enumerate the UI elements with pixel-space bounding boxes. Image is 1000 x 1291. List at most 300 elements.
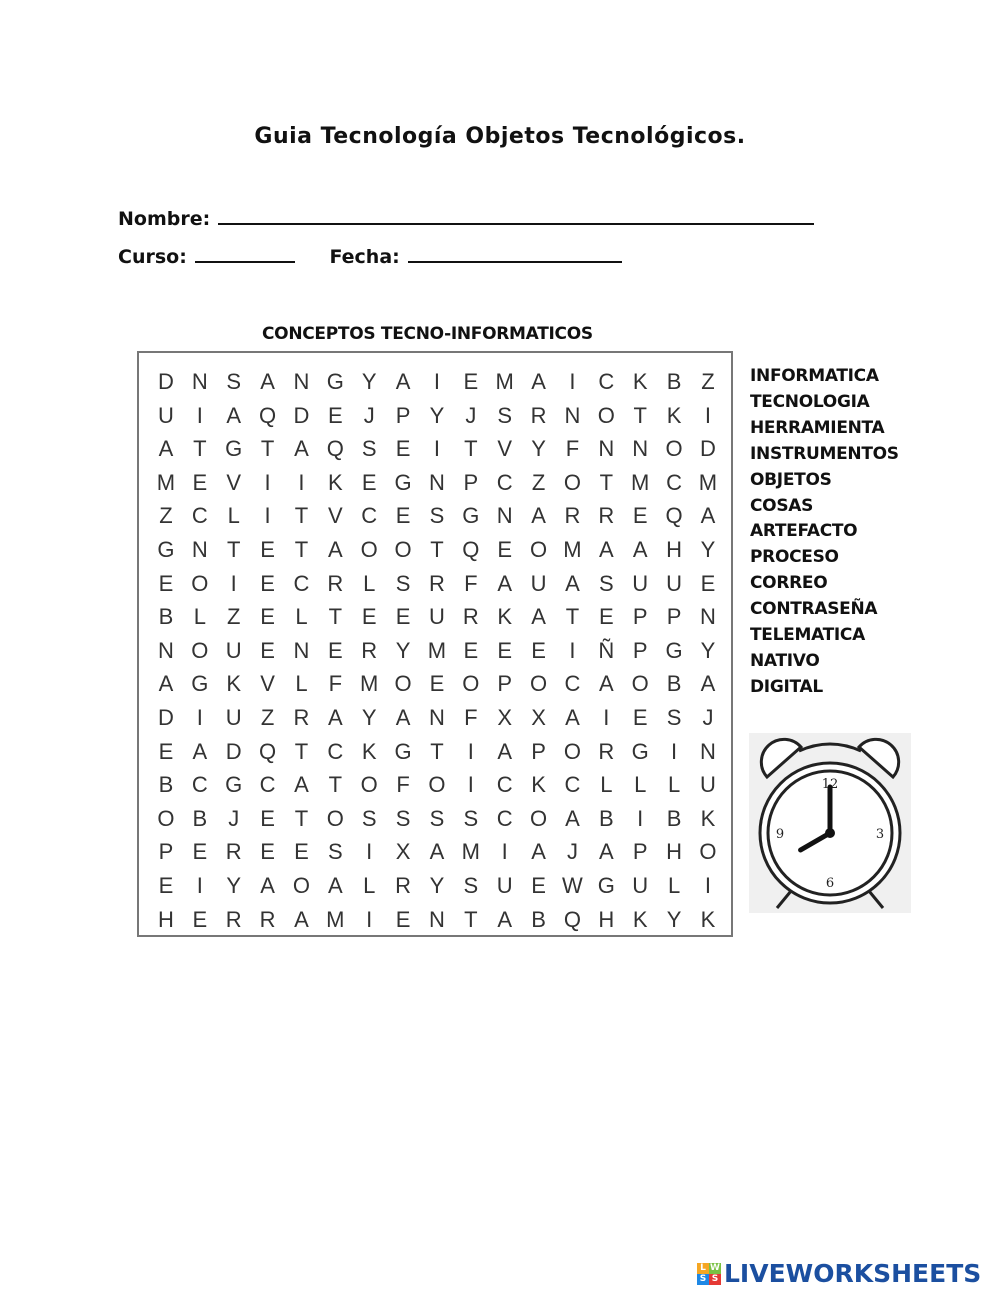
grid-cell[interactable]: O (699, 839, 717, 865)
grid-cell[interactable]: F (396, 772, 410, 798)
grid-cell[interactable]: E (395, 436, 411, 462)
grid-cell[interactable]: O (631, 671, 649, 697)
grid-cell[interactable]: S (361, 436, 377, 462)
grid-cell[interactable]: O (530, 805, 548, 831)
grid-cell[interactable]: E (598, 604, 614, 630)
grid-cell[interactable]: T (430, 536, 444, 562)
date-blank-line[interactable] (408, 243, 622, 263)
grid-cell[interactable]: I (298, 469, 305, 495)
grid-cell[interactable]: A (395, 704, 411, 730)
grid-cell[interactable]: E (429, 671, 445, 697)
grid-cell[interactable]: E (531, 637, 546, 663)
grid-cell[interactable]: E (192, 839, 208, 865)
grid-cell[interactable]: J (363, 402, 375, 428)
grid-cell[interactable]: K (226, 671, 242, 697)
grid-cell[interactable]: B (666, 369, 682, 394)
grid-cell[interactable]: C (564, 671, 581, 697)
grid-cell[interactable]: G (191, 671, 209, 697)
grid-cell[interactable]: Q (259, 402, 277, 428)
grid-cell[interactable]: N (699, 604, 716, 630)
grid-cell[interactable]: E (395, 503, 411, 529)
grid-cell[interactable]: A (598, 839, 614, 865)
grid-cell[interactable]: G (157, 536, 175, 562)
grid-cell[interactable]: O (597, 402, 615, 428)
grid-cell[interactable]: Y (531, 436, 546, 462)
grid-cell[interactable]: T (599, 469, 614, 495)
grid-cell[interactable]: P (666, 604, 682, 630)
grid-cell[interactable]: S (429, 503, 445, 529)
grid-cell[interactable]: T (464, 436, 478, 462)
grid-cell[interactable]: O (563, 469, 581, 495)
grid-cell[interactable]: A (192, 738, 208, 764)
grid-cell[interactable]: O (530, 536, 548, 562)
grid-cell[interactable]: S (497, 402, 513, 428)
grid-cell[interactable]: K (531, 772, 546, 798)
grid-cell[interactable]: I (467, 738, 474, 764)
grid-cell[interactable]: E (497, 637, 513, 663)
grid-cell[interactable]: E (632, 704, 648, 730)
grid-cell[interactable]: S (429, 805, 445, 831)
grid-cell[interactable]: I (501, 839, 508, 865)
grid-cell[interactable]: I (569, 637, 576, 663)
grid-cell[interactable]: X (497, 704, 513, 730)
grid-cell[interactable]: V (226, 469, 242, 495)
grid-cell[interactable]: A (497, 570, 513, 596)
grid-cell[interactable]: P (158, 839, 174, 865)
grid-cell[interactable]: Y (700, 637, 716, 663)
grid-cell[interactable]: E (361, 469, 377, 495)
grid-cell[interactable]: I (603, 704, 610, 730)
course-blank-line[interactable] (195, 243, 295, 263)
grid-cell[interactable]: E (463, 637, 479, 663)
grid-cell[interactable]: O (360, 772, 378, 798)
grid-cell[interactable]: U (496, 872, 513, 898)
grid-cell[interactable]: E (260, 536, 275, 562)
grid-cell[interactable]: O (394, 671, 412, 697)
grid-cell[interactable]: M (326, 906, 345, 932)
grid-cell[interactable]: N (157, 637, 174, 663)
grid-cell[interactable]: A (700, 671, 716, 697)
grid-cell[interactable]: N (293, 369, 310, 394)
word-list-item: INFORMATICA (750, 366, 879, 386)
grid-cell[interactable]: Y (395, 637, 411, 663)
grid-cell[interactable]: S (361, 805, 377, 831)
grid-cell[interactable]: O (191, 637, 209, 663)
grid-cell[interactable]: A (158, 436, 174, 462)
grid-cell[interactable]: Q (563, 906, 581, 932)
grid-cell[interactable]: I (196, 704, 203, 730)
grid-cell[interactable]: R (327, 570, 344, 596)
grid-cell[interactable]: I (433, 369, 440, 394)
grid-cell[interactable]: N (293, 637, 310, 663)
grid-cell[interactable]: I (433, 436, 440, 462)
grid-cell[interactable]: A (294, 772, 309, 798)
grid-cell[interactable]: P (632, 839, 648, 865)
grid-cell[interactable]: Y (361, 704, 377, 730)
grid-cell[interactable]: O (191, 570, 209, 596)
grid-cell[interactable]: M (495, 369, 514, 394)
grid-cell[interactable]: T (633, 402, 647, 428)
grid-cell[interactable]: T (464, 906, 478, 932)
grid-cell[interactable]: B (666, 805, 682, 831)
grid-cell[interactable]: K (632, 906, 648, 932)
grid-cell[interactable]: A (429, 839, 445, 865)
grid-cell[interactable]: O (157, 805, 175, 831)
grid-cell[interactable]: L (295, 604, 308, 630)
grid-cell[interactable]: E (497, 536, 513, 562)
grid-cell[interactable]: I (264, 503, 271, 529)
grid-cell[interactable]: K (666, 402, 682, 428)
grid-cell[interactable]: D (225, 738, 242, 764)
grid-cell[interactable]: N (191, 536, 208, 562)
grid-cell[interactable]: A (327, 704, 343, 730)
grid-cell[interactable]: E (158, 738, 174, 764)
grid-cell[interactable]: R (530, 402, 547, 428)
grid-cell[interactable]: R (598, 503, 615, 529)
grid-cell[interactable]: S (395, 805, 411, 831)
grid-cell[interactable]: A (294, 436, 309, 462)
grid-cell[interactable]: M (360, 671, 379, 697)
grid-cell[interactable]: I (637, 805, 644, 831)
grid-cell[interactable]: E (260, 604, 275, 630)
alarm-clock-icon (749, 733, 911, 913)
grid-cell[interactable]: N (191, 369, 208, 394)
grid-cell[interactable]: U (632, 570, 649, 596)
grid-cell[interactable]: H (666, 839, 682, 865)
grid-cell[interactable]: C (666, 469, 682, 495)
grid-cell[interactable]: O (428, 772, 446, 798)
grid-cell[interactable]: F (464, 570, 478, 596)
grid-cell[interactable]: V (260, 671, 275, 697)
grid-cell[interactable]: A (531, 604, 546, 630)
grid-cell[interactable]: G (394, 738, 412, 764)
grid-cell[interactable]: T (226, 536, 241, 562)
grid-cell[interactable]: S (598, 570, 614, 596)
grid-cell[interactable]: T (328, 604, 343, 630)
grid-cell[interactable]: Z (260, 704, 275, 730)
grid-cell[interactable]: K (700, 906, 716, 932)
grid-cell[interactable]: R (259, 906, 276, 932)
grid-cell[interactable]: T (430, 738, 444, 764)
grid-cell[interactable]: M (563, 536, 582, 562)
grid-cell[interactable]: O (462, 671, 480, 697)
grid-cell[interactable]: N (632, 436, 649, 462)
grid-cell[interactable]: N (428, 469, 445, 495)
grid-cell[interactable]: Q (326, 436, 344, 462)
grid-cell[interactable]: L (363, 570, 376, 596)
grid-cell[interactable]: T (294, 503, 309, 529)
grid-cell[interactable]: E (327, 402, 343, 428)
grid-cell[interactable]: T (193, 436, 207, 462)
grid-cell[interactable]: B (192, 805, 208, 831)
grid-cell[interactable]: A (395, 369, 411, 394)
grid-cell[interactable]: P (531, 738, 546, 764)
grid-cell[interactable]: L (295, 671, 308, 697)
grid-cell[interactable]: I (467, 772, 474, 798)
grid-cell[interactable]: L (667, 772, 681, 798)
grid-cell[interactable]: A (327, 536, 343, 562)
grid-cell[interactable]: C (496, 469, 513, 495)
grid-cell[interactable]: S (226, 369, 242, 394)
grid-cell[interactable]: T (328, 772, 343, 798)
date-label: Fecha: (329, 246, 400, 268)
grid-cell[interactable]: E (260, 570, 275, 596)
grid-cell[interactable]: U (225, 704, 242, 730)
grid-cell[interactable]: R (462, 604, 479, 630)
grid-cell[interactable]: E (632, 503, 648, 529)
grid-cell[interactable]: G (665, 637, 683, 663)
grid-cell[interactable]: Z (701, 369, 715, 394)
grid-cell[interactable]: S (463, 805, 479, 831)
grid-cell[interactable]: M (698, 469, 718, 495)
grid-cell[interactable]: N (564, 402, 581, 428)
grid-cell[interactable]: K (497, 604, 513, 630)
grid-cell[interactable]: D (699, 436, 716, 462)
grid-cell[interactable]: E (260, 839, 275, 865)
grid-cell[interactable]: L (600, 772, 613, 798)
grid-cell[interactable]: J (702, 704, 714, 730)
grid-cell[interactable]: A (598, 536, 614, 562)
grid-cell[interactable]: G (597, 872, 615, 898)
grid-cell[interactable]: E (327, 637, 343, 663)
grid-cell[interactable]: G (631, 738, 649, 764)
grid-cell[interactable]: L (363, 872, 376, 898)
grid-cell[interactable]: I (230, 570, 237, 596)
grid-cell[interactable]: K (361, 738, 377, 764)
grid-cell[interactable]: A (226, 402, 242, 428)
grid-cell[interactable]: R (564, 503, 581, 529)
grid-cell[interactable]: C (191, 503, 208, 529)
grid-cell[interactable]: Z (531, 469, 546, 495)
grid-cell[interactable]: Ñ (598, 637, 615, 663)
grid-cell[interactable]: G (326, 369, 344, 394)
grid-cell[interactable]: H (598, 906, 615, 932)
grid-cell[interactable]: N (598, 436, 615, 462)
grid-cell[interactable]: M (427, 637, 447, 663)
grid-cell[interactable]: R (225, 906, 242, 932)
grid-cell[interactable]: K (327, 469, 343, 495)
word-list-item: INSTRUMENTOS (750, 443, 899, 464)
grid-cell[interactable]: B (598, 805, 614, 831)
grid-cell[interactable]: Y (226, 872, 242, 898)
grid-cell[interactable]: O (394, 536, 412, 562)
grid-cell[interactable]: T (565, 604, 580, 630)
grid-cell[interactable]: K (700, 805, 716, 831)
grid-cell[interactable]: E (531, 872, 546, 898)
grid-cell[interactable]: W (562, 872, 583, 898)
grid-cell[interactable]: R (361, 637, 378, 663)
grid-cell[interactable]: Q (259, 738, 277, 764)
grid-cell[interactable]: H (157, 906, 174, 932)
grid-cell[interactable]: M (461, 839, 480, 865)
grid-cell[interactable]: O (530, 671, 548, 697)
grid-cell[interactable]: O (563, 738, 581, 764)
grid-cell[interactable]: I (569, 369, 576, 394)
grid-cell[interactable]: C (361, 503, 378, 529)
grid-cell[interactable]: J (465, 402, 477, 428)
grid-cell[interactable]: U (428, 604, 445, 630)
grid-cell[interactable]: U (699, 772, 716, 798)
grid-cell[interactable]: G (394, 469, 412, 495)
grid-cell[interactable]: N (428, 704, 445, 730)
grid-cell[interactable]: Y (429, 402, 445, 428)
grid-cell[interactable]: P (632, 637, 648, 663)
word-list-item: TELEMATICA (750, 625, 865, 646)
grid-cell[interactable]: A (531, 839, 546, 865)
grid-cell[interactable]: E (192, 906, 208, 932)
grid-cell[interactable]: Y (700, 536, 716, 562)
grid-cell[interactable]: N (428, 906, 445, 932)
grid-cell[interactable]: C (327, 738, 344, 764)
grid-cell[interactable]: R (428, 570, 445, 596)
grid-cell[interactable]: A (531, 503, 546, 529)
grid-cell[interactable]: A (632, 536, 648, 562)
grid-cell[interactable]: X (395, 839, 411, 865)
grid-cell[interactable]: M (631, 469, 650, 495)
grid-cell[interactable]: C (259, 772, 276, 798)
grid-cell[interactable]: U (225, 637, 242, 663)
grid-cell[interactable]: A (565, 570, 580, 596)
grid-cell[interactable]: Y (361, 369, 377, 394)
grid-cell[interactable]: O (292, 872, 310, 898)
grid-cell[interactable]: Z (159, 503, 173, 529)
grid-cell[interactable]: B (666, 671, 682, 697)
grid-cell[interactable]: A (497, 738, 513, 764)
grid-cell[interactable]: I (366, 906, 373, 932)
grid-cell[interactable]: E (700, 570, 716, 596)
grid-cell[interactable]: G (462, 503, 480, 529)
grid-cell[interactable]: T (294, 805, 309, 831)
grid-cell[interactable]: S (395, 570, 411, 596)
grid-cell[interactable]: H (666, 536, 682, 562)
grid-cell[interactable]: N (699, 738, 716, 764)
grid-cell[interactable]: A (260, 872, 275, 898)
grid-cell[interactable]: C (293, 570, 310, 596)
grid-cell[interactable]: O (665, 436, 683, 462)
grid-cell[interactable]: I (264, 469, 271, 495)
grid-cell[interactable]: Q (665, 503, 683, 529)
grid-cell[interactable]: A (327, 872, 343, 898)
grid-cell[interactable]: I (704, 872, 711, 898)
grid-cell[interactable]: T (260, 436, 275, 462)
grid-cell[interactable]: I (366, 839, 373, 865)
grid-cell[interactable]: T (294, 536, 309, 562)
grid-cell[interactable]: U (666, 570, 682, 596)
grid-cell[interactable]: C (564, 772, 581, 798)
grid-cell[interactable]: Z (226, 604, 241, 630)
grid-cell[interactable]: C (496, 805, 513, 831)
grid-cell[interactable]: B (531, 906, 546, 932)
grid-cell[interactable]: E (260, 805, 275, 831)
grid-cell[interactable]: P (497, 671, 513, 697)
grid-cell[interactable]: E (192, 469, 208, 495)
grid-cell[interactable]: R (395, 872, 411, 898)
grid-cell[interactable]: E (463, 369, 479, 394)
grid-cell[interactable]: R (225, 839, 242, 865)
grid-cell[interactable]: A (497, 906, 513, 932)
name-blank-line[interactable] (218, 205, 814, 225)
grid-cell[interactable]: D (293, 402, 310, 428)
grid-cell[interactable]: U (530, 570, 547, 596)
grid-cell[interactable]: E (158, 872, 174, 898)
word-list-item: CORREO (750, 573, 828, 594)
grid-cell[interactable]: Y (666, 906, 682, 932)
grid-cell[interactable]: C (191, 772, 208, 798)
grid-cell[interactable]: E (361, 604, 377, 630)
grid-cell[interactable]: S (666, 704, 682, 730)
grid-cell[interactable]: O (326, 805, 344, 831)
grid-cell[interactable]: V (327, 503, 343, 529)
grid-cell[interactable]: L (634, 772, 647, 798)
grid-cell[interactable]: R (293, 704, 310, 730)
grid-cell[interactable]: J (228, 805, 240, 831)
grid-cell[interactable]: P (395, 402, 411, 428)
grid-cell[interactable]: S (463, 872, 479, 898)
grid-cell[interactable]: L (227, 503, 240, 529)
grid-cell[interactable]: A (565, 805, 580, 831)
grid-cell[interactable]: F (565, 436, 580, 462)
grid-cell[interactable]: Q (462, 536, 480, 562)
grid-cell[interactable]: A (531, 369, 546, 394)
grid-cell[interactable]: A (598, 671, 614, 697)
grid-cell[interactable]: K (632, 369, 648, 394)
grid-cell[interactable]: J (566, 839, 578, 865)
grid-cell[interactable]: D (157, 704, 174, 730)
grid-cell[interactable]: G (225, 772, 243, 798)
grid-cell[interactable]: I (196, 872, 203, 898)
grid-cell[interactable]: C (598, 369, 615, 394)
grid-cell[interactable]: A (700, 503, 716, 529)
grid-cell[interactable]: F (464, 704, 478, 730)
grid-cell[interactable]: A (294, 906, 309, 932)
grid-cell[interactable]: O (360, 536, 378, 562)
grid-cell[interactable]: P (632, 604, 648, 630)
grid-cell[interactable]: G (225, 436, 243, 462)
grid-cell[interactable]: C (496, 772, 513, 798)
grid-cell[interactable]: V (497, 436, 513, 462)
word-list-item: NATIVO (750, 650, 820, 671)
grid-cell[interactable]: L (193, 604, 206, 630)
grid-cell[interactable]: B (158, 604, 174, 630)
grid-cell[interactable]: U (632, 872, 649, 898)
grid-cell[interactable]: F (328, 671, 343, 697)
grid-cell[interactable]: E (260, 637, 275, 663)
grid-cell[interactable]: S (327, 839, 343, 865)
grid-cell[interactable]: I (196, 402, 203, 428)
grid-cell[interactable]: Y (429, 872, 445, 898)
grid-cell[interactable]: R (598, 738, 615, 764)
grid-cell[interactable]: B (158, 772, 174, 798)
grid-cell[interactable]: T (294, 738, 309, 764)
grid-cell[interactable]: E (158, 570, 174, 596)
grid-cell[interactable]: D (157, 369, 174, 394)
grid-cell[interactable]: L (667, 872, 681, 898)
grid-cell[interactable]: I (671, 738, 678, 764)
grid-cell[interactable]: I (704, 402, 711, 428)
grid-cell[interactable]: P (463, 469, 479, 495)
grid-cell[interactable]: A (158, 671, 174, 697)
word-list-item: PROCESO (750, 547, 839, 568)
grid-cell[interactable]: M (156, 469, 176, 495)
grid-cell[interactable]: N (496, 503, 513, 529)
grid-cell[interactable]: E (395, 906, 411, 932)
grid-cell[interactable]: A (565, 704, 580, 730)
grid-cell[interactable]: A (260, 369, 275, 394)
grid-cell[interactable]: E (294, 839, 309, 865)
grid-cell[interactable]: U (157, 402, 174, 428)
grid-cell[interactable]: X (531, 704, 546, 730)
grid-cell[interactable]: E (395, 604, 411, 630)
